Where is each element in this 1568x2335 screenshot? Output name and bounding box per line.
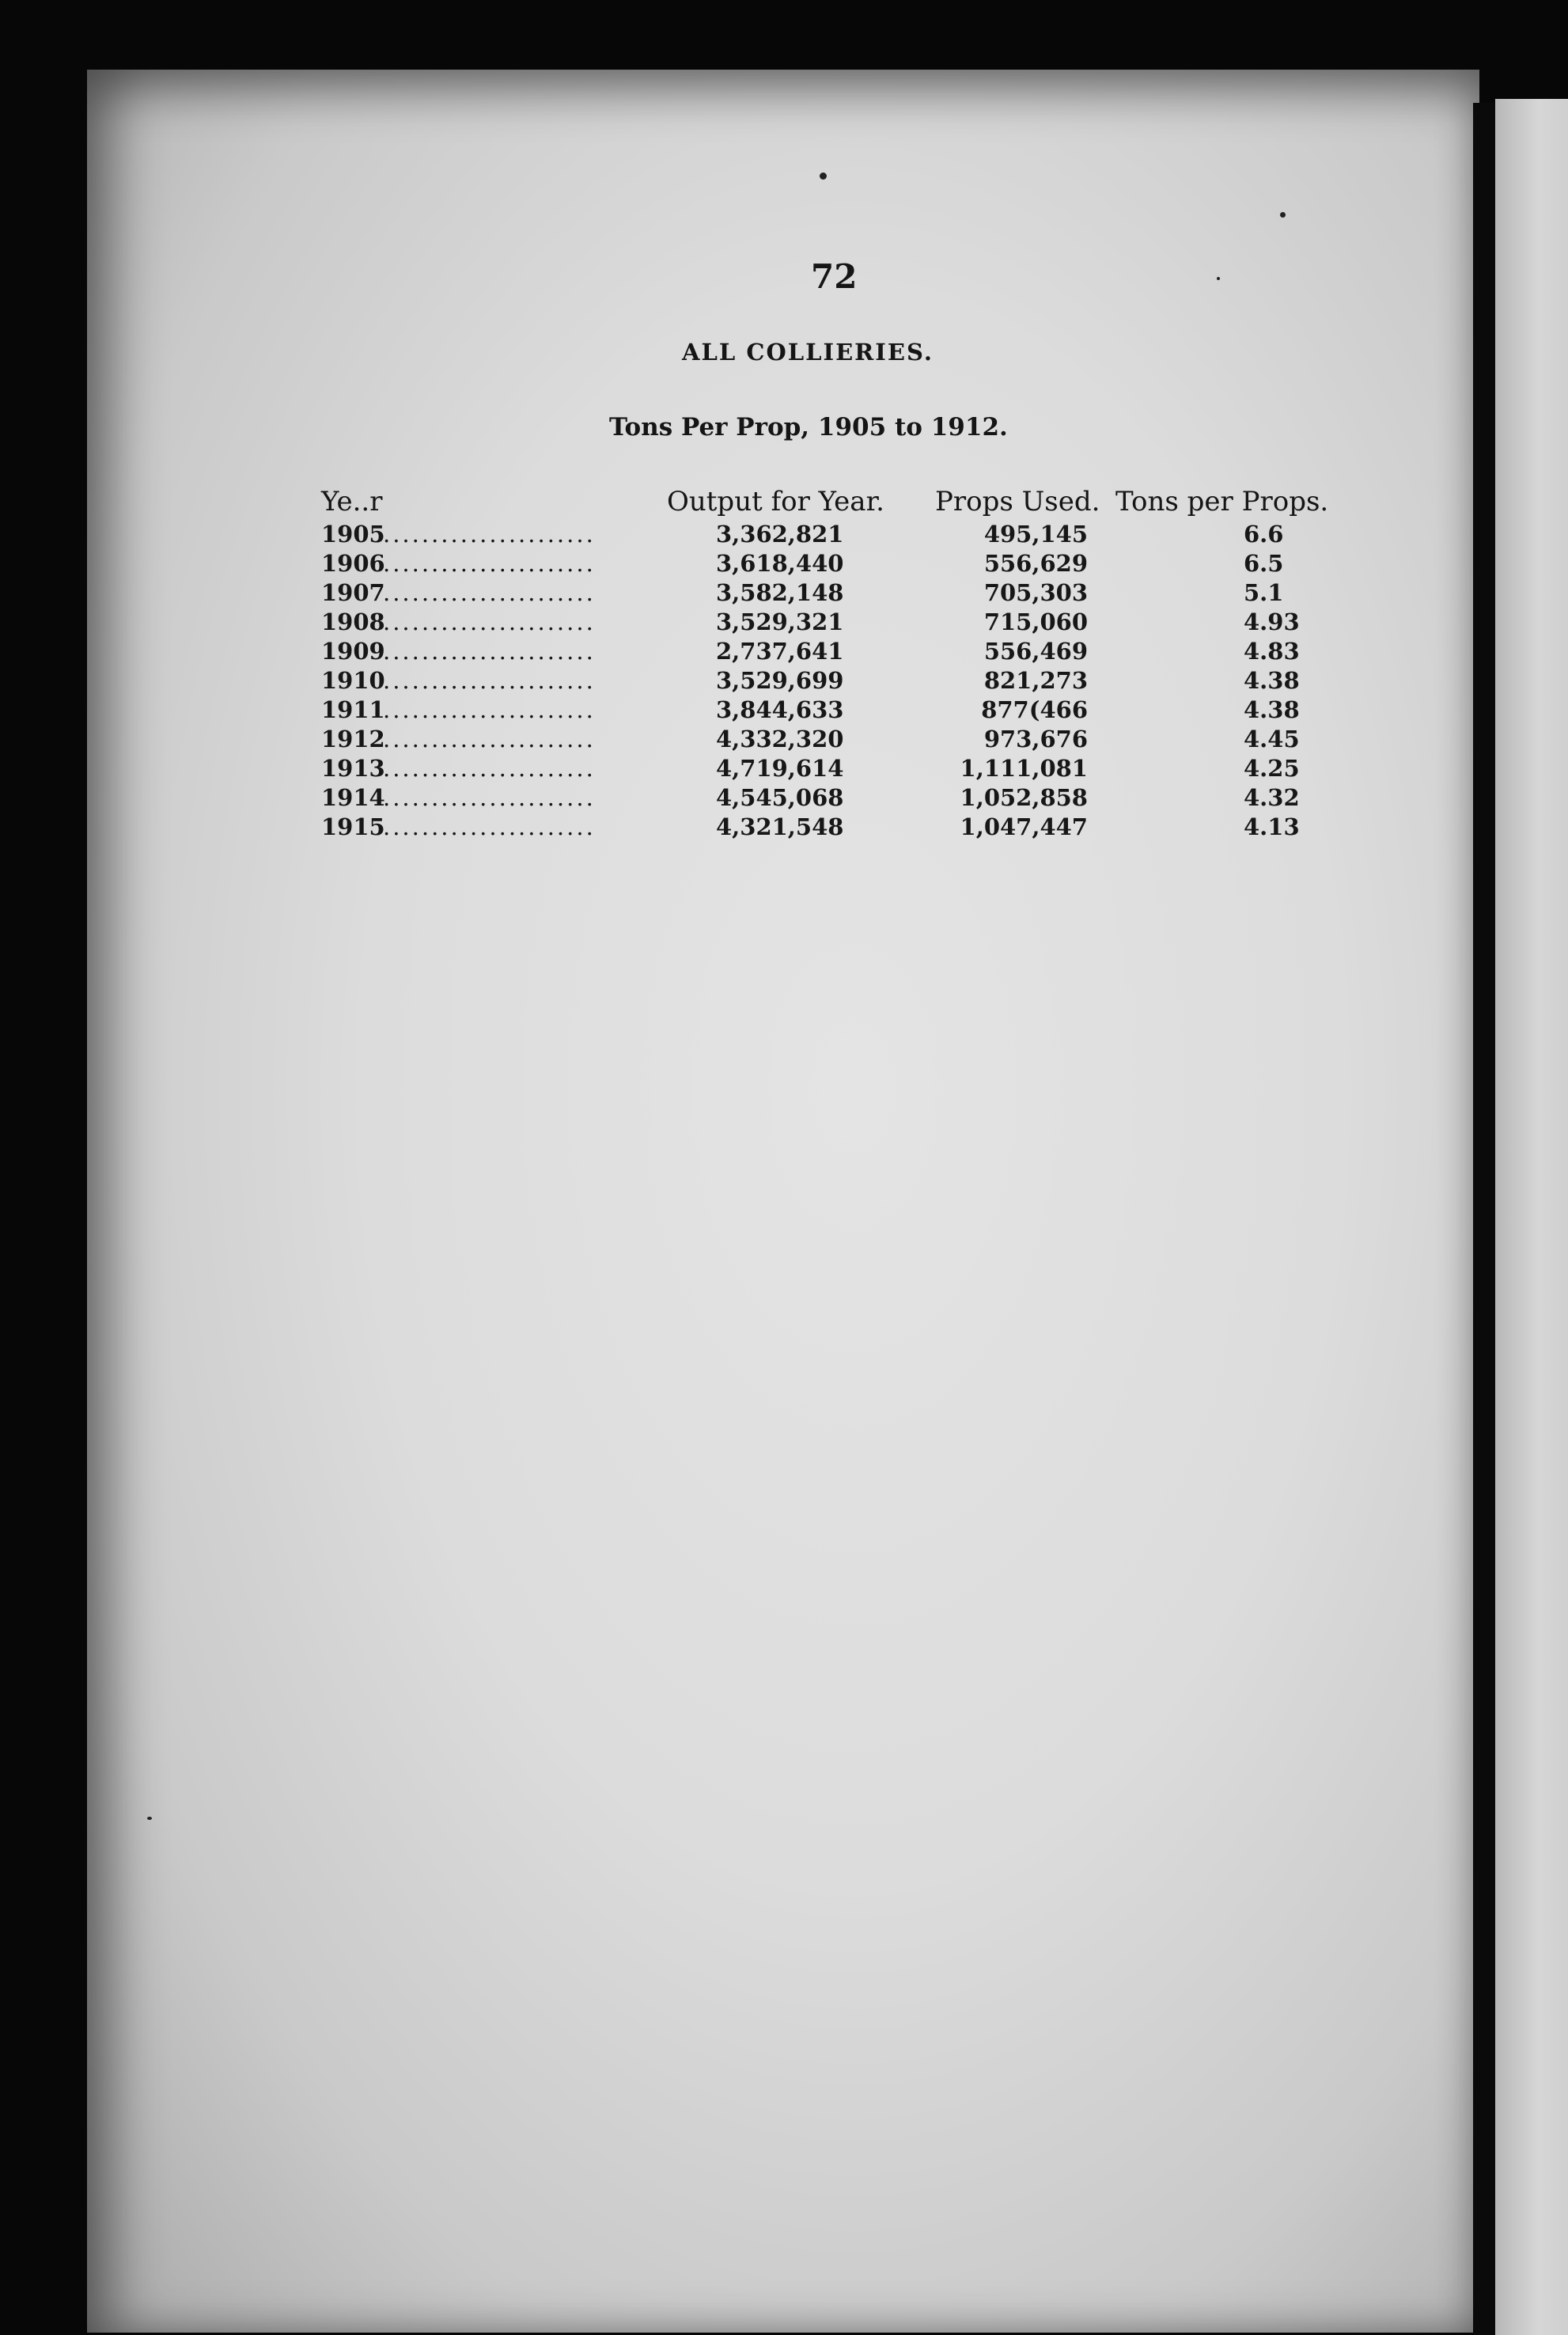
cell-tons-per-prop: 4.93: [1244, 608, 1300, 635]
cell-year: 1905: [321, 521, 385, 548]
cell-tons-per-prop: 6.5: [1244, 550, 1284, 577]
leader-dots: ......................: [383, 726, 596, 752]
cell-props-used: 1,047,447: [960, 813, 1088, 840]
table-row: [316, 784, 1345, 813]
cell-tons-per-prop: 4.38: [1244, 667, 1300, 694]
table-row: [316, 638, 1345, 667]
leader-dots: ......................: [383, 550, 596, 577]
dust-speck: [820, 172, 827, 180]
cell-output: 3,844,633: [716, 696, 844, 723]
column-header-year: Ye..r: [321, 486, 383, 517]
table-row: [316, 755, 1345, 784]
cell-tons-per-prop: 4.45: [1244, 726, 1300, 752]
page-subheading: Tons Per Prop, 1905 to 1912.: [609, 413, 1008, 442]
cell-year: 1906: [321, 550, 385, 577]
cell-tons-per-prop: 4.25: [1244, 755, 1300, 782]
cell-output: 4,545,068: [716, 784, 844, 811]
page-gutter: [1473, 103, 1497, 2335]
cell-props-used: 1,052,858: [960, 784, 1088, 811]
table-row: [316, 579, 1345, 608]
cell-props-used: 495,145: [983, 521, 1088, 548]
table-row: [316, 726, 1345, 755]
cell-year: 1912: [321, 726, 385, 752]
cell-year: 1907: [321, 579, 385, 606]
column-header-props: Props Used.: [935, 486, 1100, 517]
table-row: [316, 608, 1345, 638]
cell-output: 3,529,699: [716, 667, 844, 694]
cell-output: 4,321,548: [716, 813, 844, 840]
cell-tons-per-prop: 4.32: [1244, 784, 1300, 811]
table-row: [316, 667, 1345, 696]
cell-output: 3,582,148: [716, 579, 844, 606]
cell-year: 1908: [321, 608, 385, 635]
leader-dots: ......................: [383, 638, 596, 665]
leader-dots: ......................: [383, 521, 596, 548]
dust-speck: [1280, 212, 1286, 218]
cell-props-used: 821,273: [983, 667, 1088, 694]
dust-speck: [147, 1817, 152, 1820]
cell-props-used: 556,469: [983, 638, 1088, 665]
leader-dots: ......................: [383, 696, 596, 723]
cell-props-used: 556,629: [983, 550, 1088, 577]
cell-props-used: 877(466: [981, 696, 1088, 723]
facing-page-edge: [1495, 99, 1568, 2335]
leader-dots: ......................: [383, 667, 596, 694]
cell-output: 4,719,614: [716, 755, 844, 782]
dust-speck: [1217, 277, 1220, 280]
table-row: [316, 521, 1345, 550]
leader-dots: ......................: [383, 579, 596, 606]
data-table: [316, 521, 1345, 843]
cell-tons-per-prop: 6.6: [1244, 521, 1284, 548]
cell-year: 1911: [321, 696, 385, 723]
cell-output: 3,618,440: [716, 550, 844, 577]
column-header-output: Output for Year.: [667, 486, 884, 517]
cell-tons-per-prop: 4.13: [1244, 813, 1300, 840]
cell-props-used: 973,676: [983, 726, 1088, 752]
cell-output: 4,332,320: [716, 726, 844, 752]
cell-year: 1914: [321, 784, 385, 811]
cell-output: 2,737,641: [716, 638, 844, 665]
leader-dots: ......................: [383, 813, 596, 840]
table-row: [316, 813, 1345, 843]
book-page: [87, 70, 1479, 2333]
cell-tons-per-prop: 4.83: [1244, 638, 1300, 665]
cell-tons-per-prop: 5.1: [1244, 579, 1284, 606]
cell-year: 1910: [321, 667, 385, 694]
leader-dots: ......................: [383, 608, 596, 635]
cell-props-used: 1,111,081: [960, 755, 1088, 782]
cell-output: 3,362,821: [716, 521, 844, 548]
cell-props-used: 715,060: [983, 608, 1088, 635]
table-row: [316, 696, 1345, 726]
leader-dots: ......................: [383, 755, 596, 782]
cell-tons-per-prop: 4.38: [1244, 696, 1300, 723]
page-number: 72: [811, 257, 858, 296]
column-header-tons: Tons per Props.: [1115, 486, 1329, 517]
table-row: [316, 550, 1345, 579]
page-heading: ALL COLLIERIES.: [682, 339, 934, 366]
cell-output: 3,529,321: [716, 608, 844, 635]
cell-year: 1909: [321, 638, 385, 665]
cell-year: 1915: [321, 813, 385, 840]
cell-props-used: 705,303: [983, 579, 1088, 606]
cell-year: 1913: [321, 755, 385, 782]
leader-dots: ......................: [383, 784, 596, 811]
